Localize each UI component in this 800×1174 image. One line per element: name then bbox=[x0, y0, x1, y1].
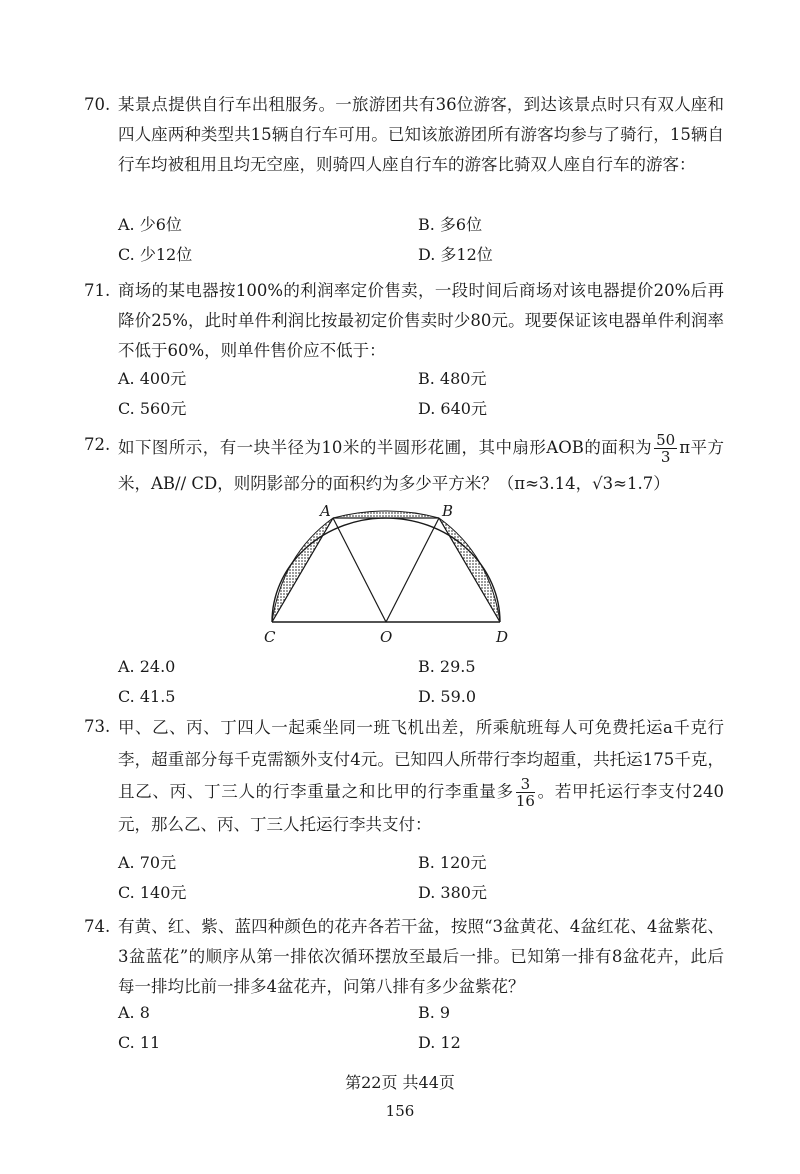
fraction-denominator: 3 bbox=[660, 448, 671, 466]
question-71 bbox=[84, 276, 724, 366]
option-a: A. 400元 bbox=[118, 369, 187, 388]
option-c: C. 11 bbox=[118, 1033, 161, 1052]
options-72 bbox=[118, 652, 678, 712]
stem-text: 平方米，AB// CD，则阴影部分的面积约为多少平方米？（π≈3.14，√3≈1.7） bbox=[118, 438, 724, 493]
question-stem: 某景点提供自行车出租服务。一旅游团共有36位游客，到达该景点时只有双人座和四人座两种类型共15辆自行车可用。已知该旅游团所有游客均参与了骑行，15辆自行车均被租用且均无空座，则骑四人座自行车的游客比骑双人座自行车的游客： bbox=[118, 95, 724, 174]
question-70 bbox=[84, 90, 724, 180]
option-d: D. 59.0 bbox=[418, 687, 477, 706]
fraction-numerator: 3 bbox=[516, 776, 535, 793]
options-71 bbox=[118, 364, 678, 424]
option-c: C. 560元 bbox=[118, 399, 187, 418]
question-72 bbox=[84, 430, 724, 502]
option-c: C. 41.5 bbox=[118, 687, 176, 706]
fraction-denominator: 16 bbox=[515, 792, 535, 810]
option-d: D. 380元 bbox=[418, 883, 487, 902]
option-b: B. 多6位 bbox=[418, 215, 483, 234]
question-number: 71. bbox=[84, 281, 111, 300]
label-c: C bbox=[264, 628, 276, 646]
label-b: B bbox=[442, 502, 454, 520]
option-d: D. 12 bbox=[418, 1033, 461, 1052]
option-d: D. 640元 bbox=[418, 399, 487, 418]
question-stem bbox=[118, 712, 724, 841]
line-ac bbox=[272, 518, 333, 622]
stem-text: 如下图所示，有一块半径为10米的半圆形花圃，其中扇形AOB的面积为 bbox=[118, 438, 653, 457]
option-d: D. 多12位 bbox=[418, 245, 493, 264]
label-o: O bbox=[380, 628, 393, 646]
question-73 bbox=[84, 712, 724, 841]
question-number: 70. bbox=[84, 95, 111, 114]
option-a: A. 8 bbox=[118, 1003, 150, 1022]
options-74 bbox=[118, 998, 678, 1058]
option-a: A. 70元 bbox=[118, 853, 177, 872]
radius-ob bbox=[386, 518, 439, 622]
options-73 bbox=[118, 848, 678, 908]
shaded-segment-top bbox=[333, 511, 439, 518]
question-stem: 有黄、红、紫、蓝四种颜色的花卉各若干盆，按照“3盆黄花、4盆红花、4盆紫花、3盆蓝花”的顺序从第一排依次循环摆放至最后一排。已知第一排有8盆花卉，此后每一排均比前一排多4盆花卉，问第八排有多少盆紫花？ bbox=[118, 917, 724, 996]
page-number: 156 bbox=[385, 1102, 415, 1120]
stem-text: 甲、乙、丙、丁四人一起乘坐同一班飞机出差，所乘航班每人可免费托运a千克行李，超重部分每千克需额外支付4元。已知四人所带行李均超重，共托运175千克，且乙、丙、丁三人的行李重量之和比甲的行李重量多 bbox=[118, 718, 724, 801]
line-bd bbox=[439, 518, 500, 622]
radius-oa bbox=[333, 518, 386, 622]
option-a: A. 24.0 bbox=[118, 657, 176, 676]
option-b: B. 120元 bbox=[418, 853, 487, 872]
label-a: A bbox=[320, 502, 331, 520]
fraction bbox=[654, 432, 677, 465]
option-a: A. 少6位 bbox=[118, 215, 182, 234]
fraction-numerator: 50 bbox=[656, 431, 676, 449]
question-stem bbox=[118, 430, 724, 502]
fraction bbox=[516, 776, 535, 809]
question-number: 74. bbox=[84, 917, 111, 936]
pi-symbol: π bbox=[679, 438, 691, 457]
semicircle-figure bbox=[262, 500, 520, 648]
option-b: B. 480元 bbox=[418, 369, 487, 388]
question-number: 73. bbox=[84, 717, 111, 736]
question-74 bbox=[84, 912, 724, 1002]
option-c: C. 少12位 bbox=[118, 245, 193, 264]
question-stem: 商场的某电器按100%的利润率定价售卖，一段时间后商场对该电器提价20%后再降价25%，此时单件利润比按最初定价售卖时少80元。现要保证该电器单件利润率不低于60%，则单件售价应不低于： bbox=[118, 281, 724, 360]
page-label: 第22页 共44页 bbox=[345, 1073, 455, 1092]
question-number: 72. bbox=[84, 435, 111, 454]
label-d: D bbox=[496, 628, 509, 646]
option-b: B. 9 bbox=[418, 1003, 451, 1022]
option-c: C. 140元 bbox=[118, 883, 187, 902]
stem-text: 。若甲托运行李支付240元，那么乙、丙、丁三人托运行李共支付： bbox=[118, 782, 725, 834]
options-70 bbox=[118, 210, 678, 270]
semicircle-arc bbox=[272, 518, 500, 622]
option-b: B. 29.5 bbox=[418, 657, 476, 676]
